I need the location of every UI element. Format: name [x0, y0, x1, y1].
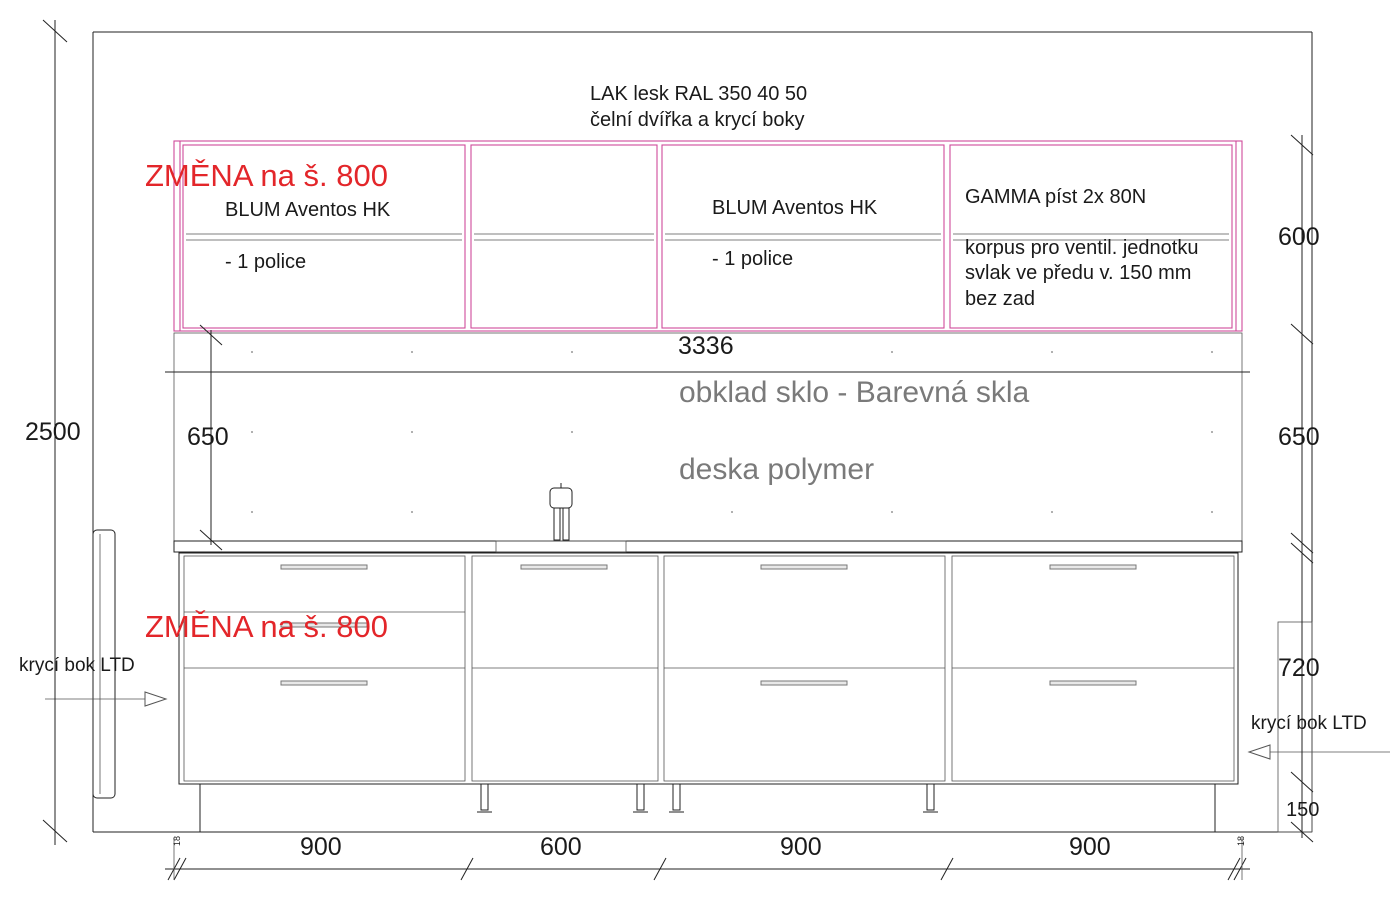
right-side-panel-label: krycí bok LTD	[1251, 713, 1367, 734]
panel-thickness-left-label: 18	[172, 835, 182, 846]
change-note-lower: ZMĚNA na š. 800	[145, 609, 388, 644]
upper-cabinet-4-line2: korpus pro ventil. jednotku	[965, 237, 1199, 259]
upper-cabinet-3-shelf: - 1 police	[712, 248, 794, 270]
worktop-material-label: deska polymer	[679, 453, 875, 486]
change-note-upper: ZMĚNA na š. 800	[145, 158, 388, 193]
dimension-total-height-label: 2500	[25, 418, 81, 446]
cabinet-legs	[200, 784, 1215, 832]
dimension-base-height-label: 720	[1278, 654, 1320, 682]
dimension-backsplash-left-label: 650	[187, 423, 229, 451]
dimension-plinth-height-label: 150	[1286, 799, 1320, 821]
dimension-upper-height-label: 600	[1278, 223, 1320, 251]
worktop	[174, 541, 1242, 552]
upper-cabinet-4-line4: bez zad	[965, 288, 1036, 310]
panel-thickness-right-label: 18	[1236, 835, 1246, 846]
finish-note-line1: LAK lesk RAL 350 40 50	[590, 83, 808, 105]
dimension-total-width-label: 3336	[678, 332, 734, 360]
side-panel-arrows	[45, 692, 1390, 759]
width-cabinet-3-label: 900	[780, 833, 822, 861]
width-cabinet-1-label: 900	[300, 833, 342, 861]
faucet-icon	[550, 483, 572, 540]
backsplash-material-label: obklad sklo - Barevná skla	[679, 376, 1030, 409]
base-cabinets	[179, 553, 1238, 784]
upper-cabinet-3-label: BLUM Aventos HK	[712, 197, 878, 219]
upper-cabinet-4-label: GAMMA píst 2x 80N	[965, 186, 1147, 208]
left-side-panel-label: krycí bok LTD	[19, 655, 135, 676]
finish-note-line2: čelní dvířka a krycí boky	[590, 109, 805, 131]
room-outline	[93, 32, 1312, 832]
upper-cabinet-1-shelf: - 1 police	[225, 251, 307, 273]
dimension-backsplash-right-label: 650	[1278, 423, 1320, 451]
width-cabinet-4-label: 900	[1069, 833, 1111, 861]
upper-cabinet-1-label: BLUM Aventos HK	[225, 199, 391, 221]
width-cabinet-2-label: 600	[540, 833, 582, 861]
upper-cabinet-4-line3: svlak ve předu v. 150 mm	[965, 262, 1192, 284]
backsplash-panel	[174, 333, 1242, 541]
